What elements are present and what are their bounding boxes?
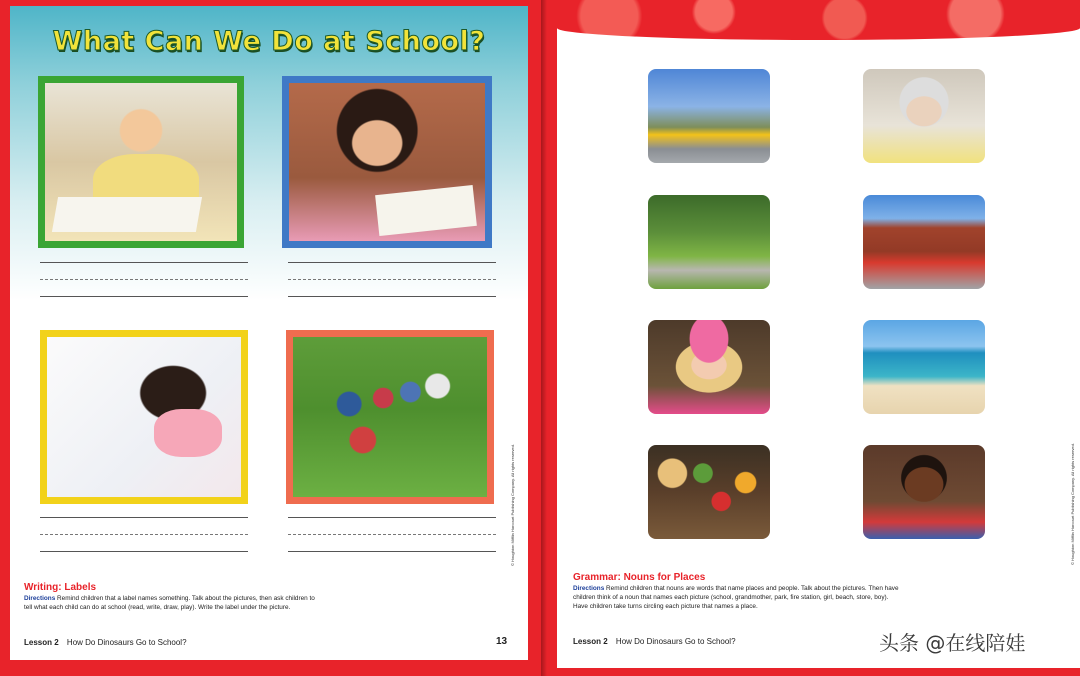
picture-beach[interactable]	[863, 320, 985, 414]
directions	[573, 584, 903, 611]
section-heading: Grammar: Nouns for Places	[573, 572, 706, 583]
right-page	[541, 0, 1080, 676]
picture-fire-station[interactable]	[863, 195, 985, 289]
picture-boy[interactable]	[863, 445, 985, 539]
footer-title: How Do Dinosaurs Go to School?	[66, 638, 187, 647]
page-footer	[24, 638, 187, 647]
directions-label: Directions	[573, 585, 605, 592]
photo-frame-play	[286, 330, 494, 504]
picture-school[interactable]	[648, 69, 770, 163]
section-heading: Writing: Labels	[24, 582, 97, 593]
writing-lines-1[interactable]	[40, 262, 248, 313]
photo-children-playing	[293, 337, 487, 497]
copyright-note: © Houghton Mifflin Harcourt Publishing Company. All rights reserved.	[1070, 443, 1075, 565]
footer-title: How Do Dinosaurs Go to School?	[615, 637, 736, 646]
watermark: 头条 @在线陪娃	[879, 631, 1026, 655]
writing-lines-3[interactable]	[40, 517, 248, 568]
footer-lesson: Lesson 2	[24, 638, 59, 647]
photo-frame-write	[282, 76, 492, 248]
directions-label: Directions	[24, 595, 56, 602]
directions-text: Remind children that nouns are words that name places and people. Talk about the pictures. Then have children think of a noun that names each picture (school, grandmother, park, fire station, girl, beach, store, boy). Have children take turns circling each picture that names a place.	[573, 585, 899, 610]
copyright-note: © Houghton Mifflin Harcourt Publishing Company. All rights reserved.	[510, 444, 515, 566]
left-page-content	[10, 6, 528, 660]
book-gutter	[541, 0, 547, 676]
picture-girl[interactable]	[648, 320, 770, 414]
photo-boy-reading	[45, 83, 237, 241]
footer-lesson: Lesson 2	[573, 637, 608, 646]
picture-grandmother[interactable]	[863, 69, 985, 163]
photo-frame-draw	[40, 330, 248, 504]
picture-park[interactable]	[648, 195, 770, 289]
directions	[24, 594, 324, 612]
page-number: 13	[496, 636, 508, 647]
right-page-content	[557, 0, 1080, 668]
page-title: What Can We Do at School?	[52, 26, 486, 57]
writing-lines-4[interactable]	[288, 517, 496, 568]
directions-text: Remind children that a label names something. Talk about the pictures, then ask children to tell what each child can do at school (read, write, draw, play). Write the label under the picture.	[24, 595, 315, 611]
page-footer	[573, 637, 736, 646]
photo-girl-drawing	[47, 337, 241, 497]
writing-lines-2[interactable]	[288, 262, 496, 313]
decorative-band	[557, 0, 1080, 40]
photo-girl-writing	[289, 83, 485, 241]
picture-store[interactable]	[648, 445, 770, 539]
photo-frame-read	[38, 76, 244, 248]
